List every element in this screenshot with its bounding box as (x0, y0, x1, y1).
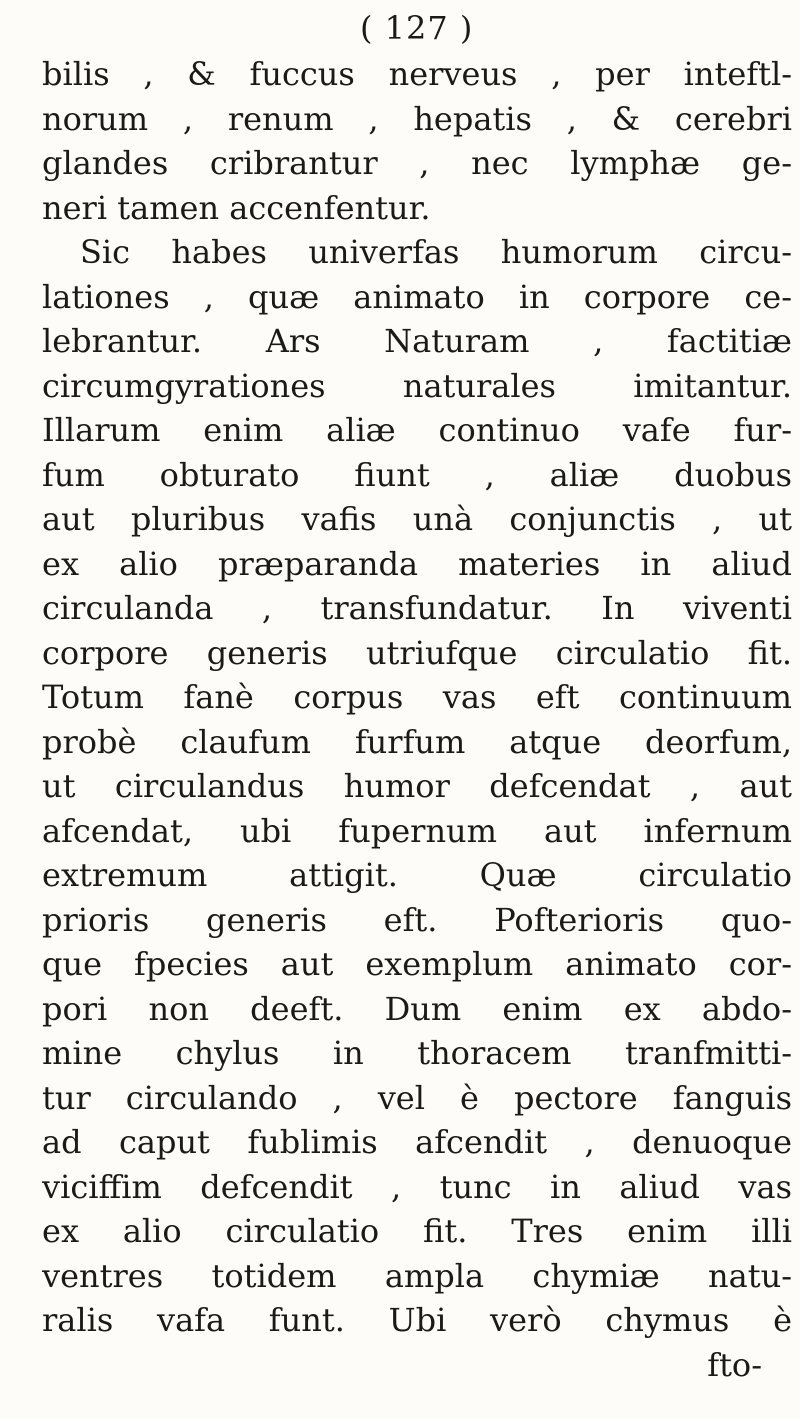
text-line: lebrantur. Ars Naturam , factitiæ (42, 322, 792, 360)
text-line: bilis , & fuccus nerveus , per inteftl- (42, 55, 792, 93)
text-line: ex alio præparanda materies in aliud (42, 544, 792, 583)
body-text (42, 52, 792, 1387)
text-line: Illarum enim aliæ continuo vafe fur- (42, 411, 792, 449)
text-line: ralis vafa funt. Ubi verò chymus è (42, 1301, 792, 1339)
text-line: ad caput fublimis afcendit , denuoque (42, 1123, 792, 1161)
text-line: Totum fanè corpus vas eft continuum (42, 678, 792, 716)
text-line: pori non deeft. Dum enim ex abdo- (42, 989, 792, 1028)
text-line: circumgyrationes naturales imitantur. (42, 366, 792, 405)
text-line: prioris generis eft. Pofterioris quo- (42, 900, 792, 939)
text-line: corpore generis utriufque circulatio fit. (42, 633, 792, 672)
text-line: ventres totidem ampla chymiæ natu- (42, 1256, 792, 1295)
text-line: neri tamen accenfentur. (42, 188, 431, 227)
text-line: viciffim defcendit , tunc in aliud vas (42, 1167, 792, 1206)
text-line: extremum attigit. Quæ circulatio (42, 856, 792, 894)
page-number: ( 127 ) (360, 9, 474, 47)
catchword: fto- (707, 1345, 762, 1384)
text-line: afcendat, ubi fupernum aut infernum (42, 811, 792, 850)
text-line: probè claufum furfum atque deorfum, (42, 722, 792, 761)
text-line-indented: Sic habes univerfas humorum circu- (80, 233, 792, 271)
text-line: mine chylus in thoracem tranfmitti- (42, 1034, 792, 1072)
text-line: lationes , quæ animato in corpore ce- (42, 277, 792, 316)
text-line: tur circulando , vel è pectore fanguis (42, 1078, 792, 1117)
text-line: aut pluribus vafis unà conjunctis , ut (42, 500, 792, 538)
text-line: que fpecies aut exemplum animato cor- (42, 945, 792, 983)
text-line: fum obturato fiunt , aliæ duobus (42, 455, 792, 494)
text-line: norum , renum , hepatis , & cerebri (42, 99, 792, 138)
text-line: glandes cribrantur , nec lymphæ ge- (42, 144, 792, 182)
text-line: ut circulandus humor defcendat , aut (42, 767, 792, 805)
text-line: circulanda , transfundatur. In viventi (42, 589, 792, 627)
text-line: ex alio circulatio fit. Tres enim illi (42, 1212, 792, 1250)
